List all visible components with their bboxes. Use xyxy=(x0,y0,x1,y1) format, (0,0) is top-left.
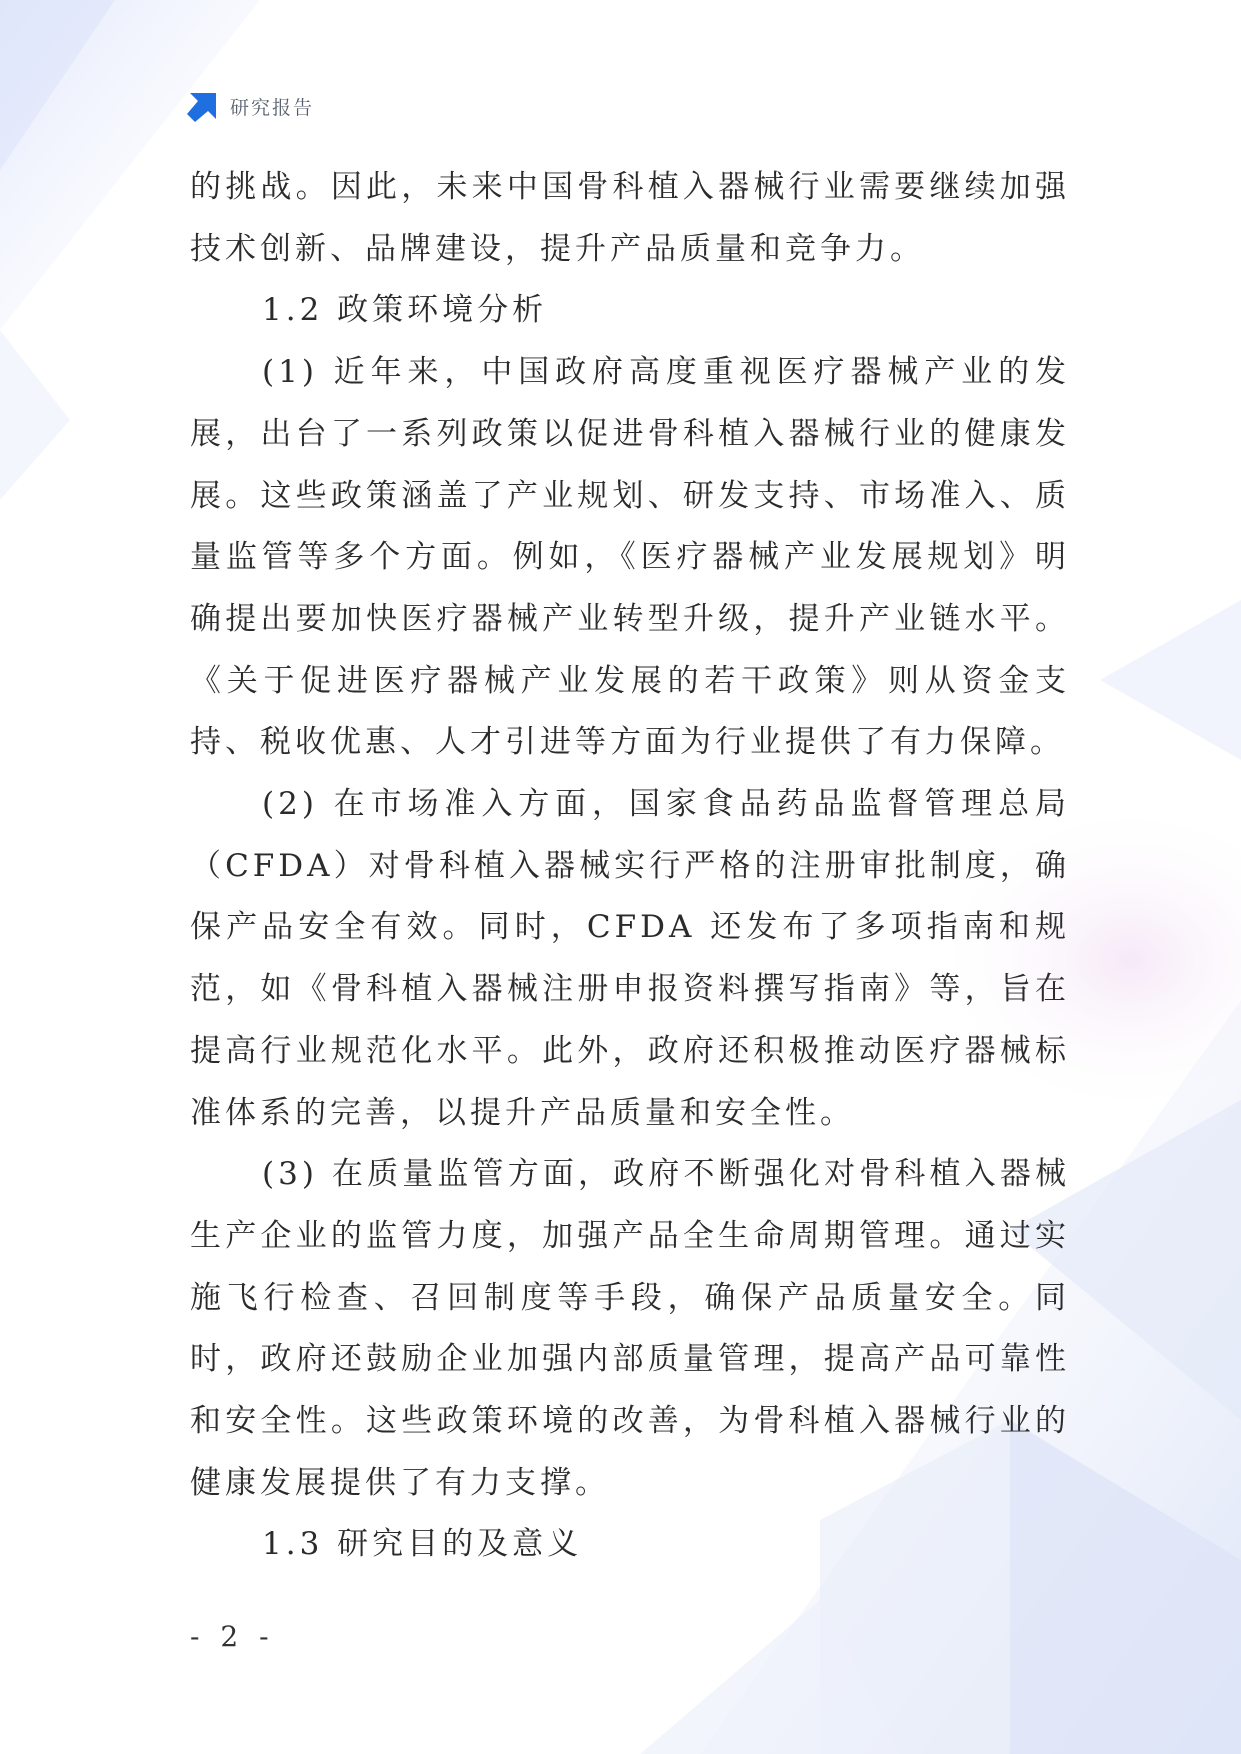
section-heading-1-3: 1.3 研究目的及意义 xyxy=(262,1526,583,1563)
paragraph-policy-overview: (1) 近年来，中国政府高度重视医疗器械产业的发展，出台了一系列政策以促进骨科植入器械行业的健康发展。这些政策涵盖了产业规划、研发支持、市场准入、质量监管等多个方面。例如，《医疗器械产业发展规划》明确提出要加快医疗器械产业转型升级，提升产业链水平。《关于促进医疗器械产业发展的若干政策》则从资金支持、税收优惠、人才引进等方面为行业提供了有力保障。 xyxy=(190,354,1070,761)
document-body xyxy=(190,157,1070,1576)
arrow-up-right-logo-icon xyxy=(186,89,220,123)
header-title: 研究报告 xyxy=(230,96,315,119)
report-header xyxy=(186,88,314,124)
paragraph-quality-supervision: (3) 在质量监管方面，政府不断强化对骨科植入器械生产企业的监管力度，加强产品全生命周期管理。通过实施飞行检查、召回制度等手段，确保产品质量安全。同时，政府还鼓励企业加强内部质量管理，提高产品可靠性和安全性。这些政策环境的改善，为骨科植入器械行业的健康发展提供了有力支撑。 xyxy=(190,1156,1070,1501)
section-heading-1-2: 1.2 政策环境分析 xyxy=(262,292,548,329)
page-number: - 2 - xyxy=(190,1620,275,1653)
paragraph-market-access: (2) 在市场准入方面，国家食品药品监督管理总局（CFDA）对骨科植入器械实行严格的注册审批制度，确保产品安全有效。同时，CFDA 还发布了多项指南和规范，如《骨科植入器械注册申报资料撰写指南》等，旨在提高行业规范化水平。此外，政府还积极推动医疗器械标准体系的完善，以提升产品质量和安全性。 xyxy=(190,786,1070,1131)
continuation-paragraph: 的挑战。因此，未来中国骨科植入器械行业需要继续加强技术创新、品牌建设，提升产品质量和竞争力。 xyxy=(190,169,1070,267)
